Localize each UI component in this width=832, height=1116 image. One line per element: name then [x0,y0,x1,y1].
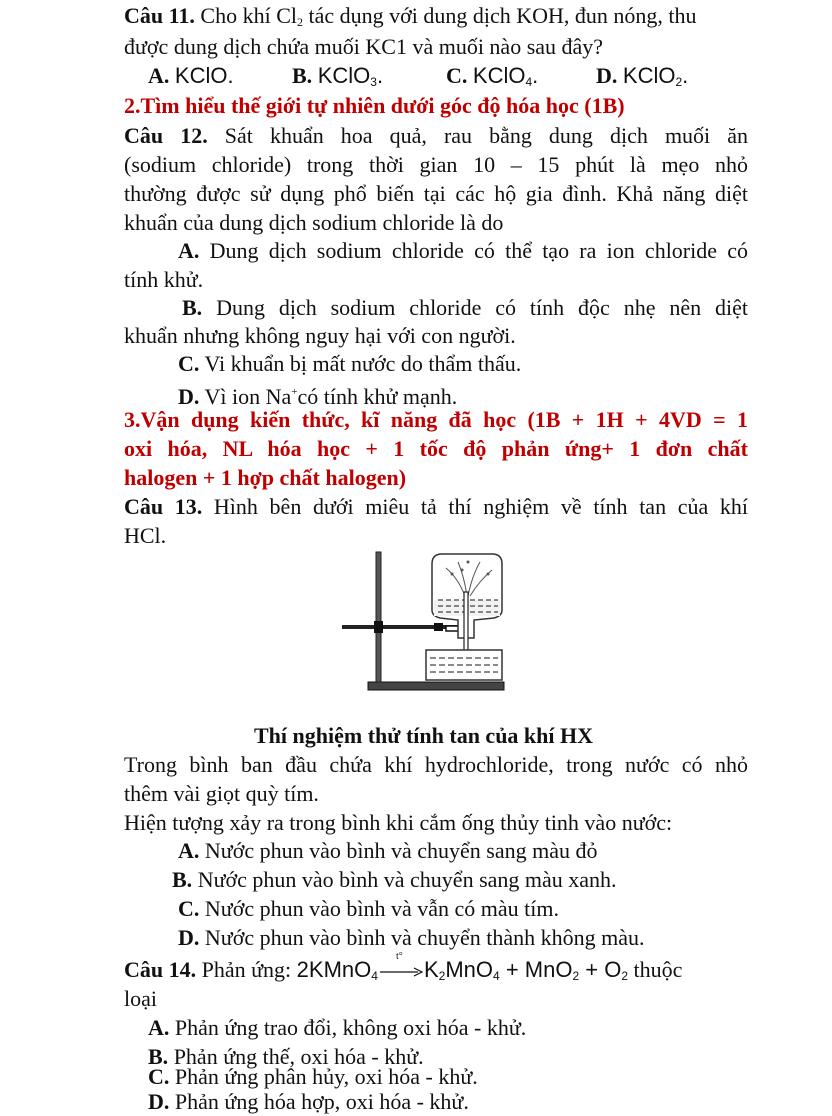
stand-base [368,682,504,690]
q13-stem-line1: Câu 13. Hình bên dưới miêu tả thí nghiệm về tính tan của khí [124,494,748,519]
q12-label: Câu 12. [124,123,208,148]
clamp-knob-right [434,623,443,631]
q13-desc-line2: thêm vài giọt quỳ tím. [124,781,319,806]
q14-option-b: B. Phản ứng thế, oxi hóa - khử. [148,1044,424,1069]
q11-option-a: A. KClO. [148,63,234,88]
q14-option-a: A. Phản ứng trao đổi, không oxi hóa - khử. [148,1015,527,1040]
q13-option-b: B. Nước phun vào bình và chuyển sang màu xanh. [172,867,617,892]
q13-desc-line1: Trong bình ban đầu chứa khí hydrochloride, trong nước có nhỏ [124,752,748,777]
q12-option-b: B. Dung dịch sodium chloride có tính độc nhẹ nên diệt [182,295,748,320]
q11-stem-line2: được dung dịch chứa muối KC1 và muối nào sau đây? [124,34,604,59]
q14-option-c: C. Phản ứng phân hủy, oxi hóa - khử. [148,1064,478,1089]
q13-desc-line3: Hiện tượng xảy ra trong bình khi cắm ống thủy tinh vào nước: [124,810,673,835]
q12-option-a: A. Dung dịch sodium chloride có thể tạo ra ion chloride có [178,238,748,263]
clamp-knob-left [374,621,383,633]
q13-option-a: A. Nước phun vào bình và chuyển sang màu đỏ [178,838,598,863]
q11-option-b: B. KClO$_3$. [292,63,384,89]
section-3-heading-line3: halogen + 1 hợp chất halogen) [124,465,407,490]
q11-label: Câu 11. [124,3,195,28]
beaker [426,650,502,680]
q12-option-c: C. Vi khuẩn bị mất nước do thẩm thấu. [178,351,522,376]
q11-option-c: C. KClO$_4$. [446,63,539,89]
reaction-arrow [378,950,424,979]
q11-option-d: D. KClO$_2$. [596,63,689,89]
q13-label: Câu 13. [124,494,203,519]
figure-caption: Thí nghiệm thử tính tan của khí HX [254,723,594,748]
q11-stem: Câu 11. Cho khí $Cl_2$ tác dụng với dung dịch KOH, đun nóng, thu [124,3,697,29]
q13-option-c: C. Nước phun vào bình và vẫn có màu tím. [178,896,559,921]
reaction-arrow-label: t° [395,950,403,962]
stand-rod [376,552,381,682]
q12-stem-line2: (sodium chloride) trong thời gian 10 – 15 phút là mẹo nhỏ [124,152,748,177]
section-3-heading-line2: oxi hóa, NL hóa học + 1 tốc độ phản ứng+ 1 đơn chất [124,436,748,461]
q12-option-a-cont: tính khử. [124,267,204,292]
q14-stem-line2: loại [124,986,157,1011]
q14-option-d: D. Phản ứng hóa hợp, oxi hóa - khử. [148,1089,469,1114]
q13-option-d: D. Nước phun vào bình và chuyển thành không màu. [178,925,645,950]
q12-option-b-cont: khuẩn nhưng không nguy hại với con người. [124,323,516,348]
q12-stem-line1: Câu 12. Sát khuẩn hoa quả, rau bằng dung dịch muối ăn [124,123,748,148]
section-2-heading: 2.Tìm hiểu thế giới tự nhiên dưới góc độ hóa học (1B) [124,93,625,118]
q14-reactant: 2KMnO [296,957,372,982]
q12-stem-line4: khuẩn của dung dịch sodium chloride là do [124,210,504,235]
experiment-figure [340,548,510,698]
section-3-heading-line1: 3.Vận dụng kiến thức, kĩ năng đã học (1B + 1H + 4VD = 1 [124,407,748,432]
q14-stem: Câu 14. Phản ứng: 2KMnO$_4$ t° $K_2MnO_4 + MnO_2 + O_2$ thuộc [124,950,683,983]
q12-stem-line3: thường được sử dụng phổ biến tại các hộ gia đình. Khả năng diệt [124,181,748,206]
q14-label: Câu 14. [124,957,197,982]
q13-stem-line2: HCl. [124,523,167,548]
q12-option-d: D. Vì ion Na+có tính khử mạnh. [178,384,458,409]
